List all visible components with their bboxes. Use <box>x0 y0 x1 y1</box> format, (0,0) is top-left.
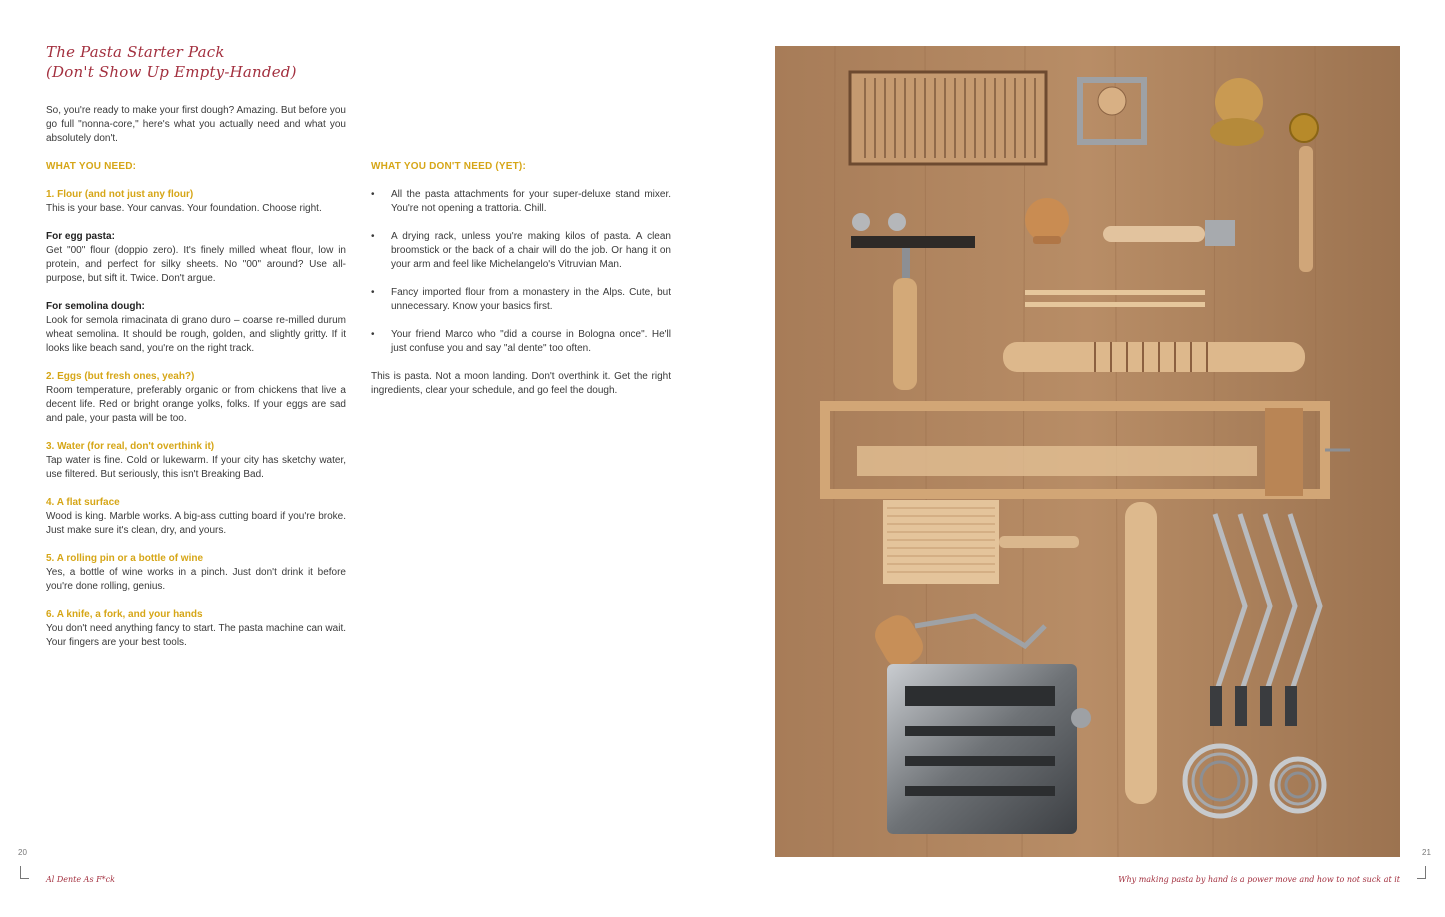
need-item-body: Tap water is fine. Cold or lukewarm. If your city has sketchy water, use filtered. But seriously, this isn't Breaking Bad. <box>46 455 346 480</box>
running-footer-chapter-title: Why making pasta by hand is a power move and how to not suck at it <box>1118 875 1400 884</box>
bullet-icon: • <box>371 231 375 242</box>
need-item-surface <box>46 496 346 538</box>
need-item-body: Room temperature, preferably organic or from chickens that live a decent life. Red or bright orange yolks, folks. If your eggs are sad and pale, your pasta will be too. <box>46 385 346 424</box>
need-item-body: Yes, a bottle of wine works in a pinch. Just don't drink it before you're done rolling, genius. <box>46 567 346 592</box>
list-item-text: All the pasta attachments for your super-deluxe stand mixer. You're not opening a trattoria. Chill. <box>391 189 671 214</box>
need-item-knife <box>46 608 346 650</box>
intro-paragraph: So, you're ready to make your first dough? Amazing. But before you go full "nonna-core," here's what you actually need and what you absolutely don't. <box>46 105 346 144</box>
pasta-tools-illustration <box>775 46 1400 857</box>
need-item-title: 2. Eggs (but fresh ones, yeah?) <box>46 371 195 382</box>
need-item-title: 4. A flat surface <box>46 497 120 508</box>
need-item-flour <box>46 188 346 216</box>
egg-pasta-body: Get "00" flour (doppio zero). It's finely milled wheat flour, low in protein, and perfect for silky sheets. No "00" around? Use all-purpose, but sift it. Twice. Don't argue. <box>46 245 346 284</box>
semolina-heading: For semolina dough: <box>46 301 145 312</box>
running-footer-book-title: Al Dente As F*ck <box>46 875 115 884</box>
need-item-title: 3. Water (for real, don't overthink it) <box>46 441 215 452</box>
pasta-machine-icon <box>887 664 1091 834</box>
semolina-body: Look for semola rimacinata di grano duro – coarse re-milled durum wheat semolina. It should be rough, golden, and slightly gritty. If it looks like beach sand, you're on the right track. <box>46 315 346 354</box>
egg-pasta-block <box>46 230 346 286</box>
list-item <box>371 328 671 356</box>
need-item-eggs <box>46 370 346 426</box>
need-item-title: 1. Flour (and not just any flour) <box>46 189 194 200</box>
page-number-left: 20 <box>18 848 27 857</box>
what-you-dont-need-column <box>371 160 671 398</box>
closing-paragraph: This is pasta. Not a moon landing. Don't overthink it. Get the right ingredients, clear your schedule, and go feel the dough. <box>371 371 671 396</box>
what-you-dont-need-heading: WHAT YOU DON'T NEED (YET): <box>371 161 526 172</box>
list-item <box>371 188 671 216</box>
title-line-2: (Don't Show Up Empty-Handed) <box>46 63 297 81</box>
need-item-body: You don't need anything fancy to start. The pasta machine can wait. Your fingers are your best tools. <box>46 623 346 648</box>
page-number-right: 21 <box>1422 848 1431 857</box>
bullet-icon: • <box>371 189 375 200</box>
bullet-icon: • <box>371 329 375 340</box>
pasta-tools-photo <box>775 46 1400 857</box>
guitar-cutter-icon <box>850 72 1046 164</box>
semolina-block <box>46 300 346 356</box>
need-item-title: 5. A rolling pin or a bottle of wine <box>46 553 204 564</box>
need-item-title: 6. A knife, a fork, and your hands <box>46 609 203 620</box>
need-item-rolling-pin <box>46 552 346 594</box>
egg-pasta-heading: For egg pasta: <box>46 231 115 242</box>
dont-need-list <box>371 188 671 356</box>
what-you-need-column <box>46 160 346 664</box>
page-title <box>46 42 366 82</box>
list-item <box>371 286 671 314</box>
rolling-pin-icon <box>1003 342 1305 372</box>
bullet-icon: • <box>371 287 375 298</box>
need-item-water <box>46 440 346 482</box>
what-you-need-heading: WHAT YOU NEED: <box>46 161 137 172</box>
crop-mark-right <box>1417 866 1426 879</box>
need-item-body: This is your base. Your canvas. Your foundation. Choose right. <box>46 203 322 214</box>
title-line-1: The Pasta Starter Pack <box>46 43 225 61</box>
list-item <box>371 230 671 272</box>
list-item-text: A drying rack, unless you're making kilos of pasta. A clean broomstick or the back of a chair will do the job. Or hang it on your arm and feel like Michelangelo's Vitruvian Man. <box>391 231 671 270</box>
need-item-body: Wood is king. Marble works. A big-ass cutting board if you're broke. Just make sure it's clean, dry, and yours. <box>46 511 346 536</box>
list-item-text: Your friend Marco who "did a course in Bologna once". He'll just confuse you and say "al dente" too often. <box>391 329 671 354</box>
slim-rolling-pin-icon <box>1125 502 1157 804</box>
list-item-text: Fancy imported flour from a monastery in the Alps. Cute, but unnecessary. Know your basics first. <box>391 287 671 312</box>
crop-mark-left <box>20 866 29 879</box>
